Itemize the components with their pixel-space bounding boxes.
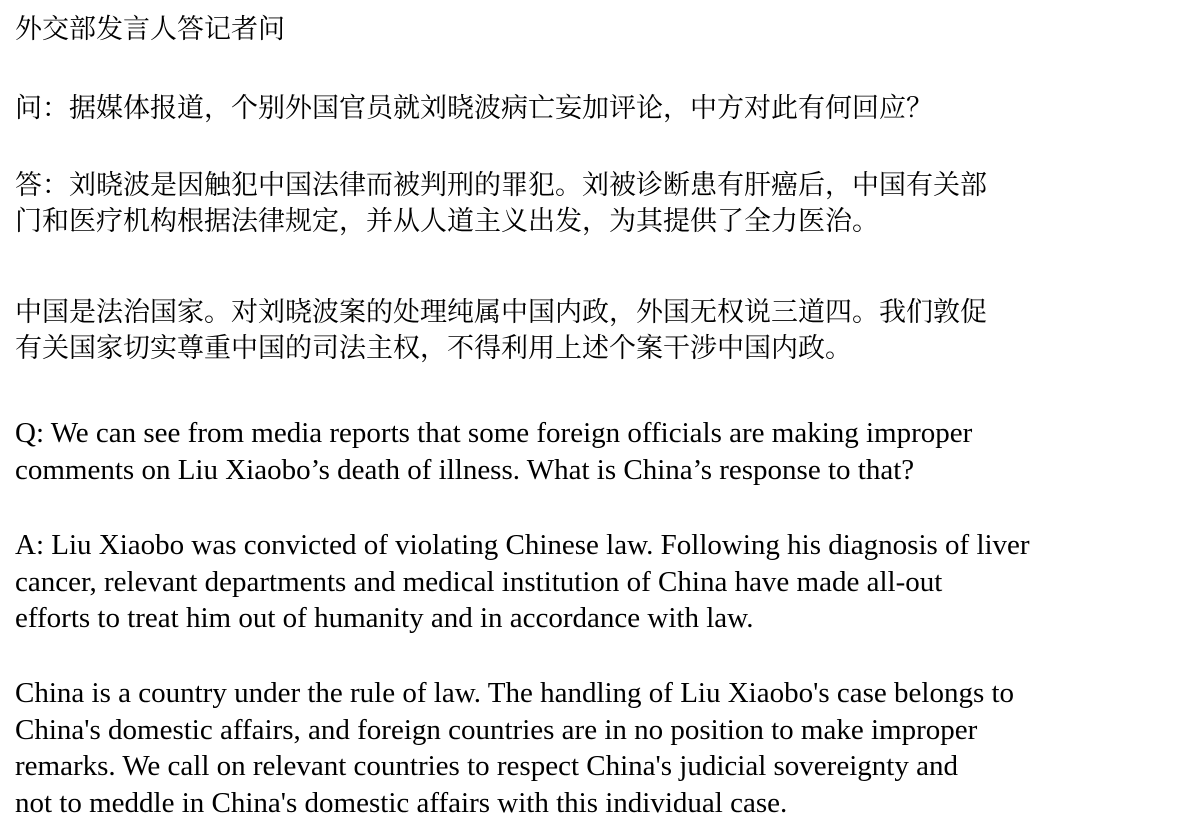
en-answer-1-line: efforts to treat him out of humanity and in accordance with law.: [15, 602, 754, 634]
zh-answer-paragraph-1: [15, 168, 987, 240]
en-answer-2-line: China's domestic affairs, and foreign countries are in no position to make improper: [15, 713, 978, 746]
en-answer-paragraph-1: [15, 527, 1030, 637]
en-answer-paragraph-2: [15, 675, 1014, 821]
en-answer-1-line: A: Liu Xiaobo was convicted of violating Chinese law. Following his diagnosis of liver: [15, 529, 1030, 561]
en-question-paragraph: [15, 415, 972, 488]
zh-question: 问：据媒体报道，个别外国官员就刘晓波病亡妄加评论，中方对此有何回应？: [15, 93, 933, 124]
zh-answer-1-line: 答：刘晓波是因触犯中国法律而被判刑的罪犯。刘被诊断患有肝癌后，中国有关部: [15, 170, 987, 201]
zh-answer-2-line: 有关国家切实尊重中国的司法主权，不得利用上述个案干涉中国内政。: [15, 333, 852, 364]
zh-answer-paragraph-2: [15, 295, 987, 367]
en-answer-1-line: cancer, relevant departments and medical institution of China have made all-out: [15, 565, 943, 598]
zh-answer-2-line: 中国是法治国家。对刘晓波案的处理纯属中国内政，外国无权说三道四。我们敦促: [15, 297, 987, 328]
document-title: 外交部发言人答记者问: [15, 14, 285, 45]
en-answer-2-line: China is a country under the rule of law. The handling of Liu Xiaobo's case belongs to: [15, 677, 1015, 709]
en-answer-2-line: remarks. We call on relevant countries to respect China's judicial sovereignty and: [15, 750, 958, 782]
en-question-line: Q: We can see from media reports that some foreign officials are making improper: [15, 417, 973, 449]
en-question-line: comments on Liu Xiaobo’s death of illness. What is China’s response to that?: [15, 453, 915, 486]
en-answer-2-line: not to meddle in China's domestic affairs with this individual case.: [15, 786, 788, 819]
zh-answer-1-line: 门和医疗机构根据法律规定，并从人道主义出发，为其提供了全力医治。: [15, 206, 879, 237]
